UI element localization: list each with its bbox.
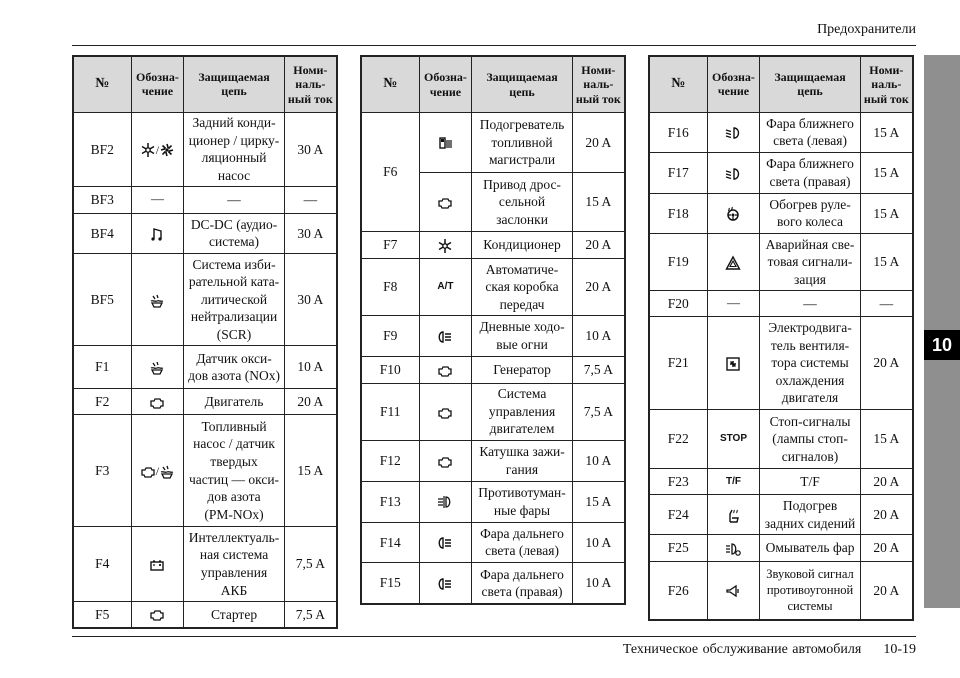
fuse-rating: 15 A [572, 172, 625, 231]
table-row [73, 213, 337, 254]
table-row [361, 383, 625, 440]
table-row [361, 357, 625, 384]
fuse-rating: — [284, 187, 337, 213]
table-row [649, 468, 913, 494]
fuse-circuit: Система управления двигателем [472, 383, 572, 440]
table-row [361, 316, 625, 357]
fuse-symbol-text: — [131, 187, 184, 213]
audio-icon [131, 213, 184, 254]
table-row [649, 316, 913, 409]
table-row [649, 561, 913, 620]
battery-icon [131, 526, 184, 601]
fuse-circuit: Автоматиче- ская коробка передач [472, 258, 572, 315]
column-header-symbol: Обозна- чение [419, 56, 472, 113]
fuse-circuit: Фара дальнего света (правая) [472, 563, 572, 604]
fuse-number: F7 [361, 232, 419, 259]
starter-icon [131, 602, 184, 628]
fuse-number: F8 [361, 258, 419, 315]
fuel-heater-icon [419, 113, 472, 172]
fuse-circuit: Катушка зажи- гания [472, 440, 572, 481]
fuse-circuit: Интеллектуаль- ная система управления АКБ [184, 526, 284, 601]
fuse-rating: 15 A [860, 112, 913, 152]
fuse-rating: 10 A [572, 522, 625, 563]
table-row [361, 440, 625, 481]
fuse-rating: 15 A [860, 193, 913, 233]
fuse-circuit: Подогреватель топливной магистрали [472, 113, 572, 172]
table-row [361, 522, 625, 563]
fuse-circuit: Фара дальнего света (левая) [472, 522, 572, 563]
high-beam-icon [419, 522, 472, 563]
fuse-rating: 30 A [284, 112, 337, 186]
fuse-number: F24 [649, 494, 707, 534]
fog-light-icon [419, 481, 472, 522]
table-row [361, 258, 625, 315]
fuse-circuit: Двигатель [184, 388, 284, 414]
fuse-symbol-text: A/T [419, 258, 472, 315]
fuse-circuit: — [760, 290, 860, 316]
table-row [73, 187, 337, 213]
table-row [73, 526, 337, 601]
fuse-rating: 10 A [572, 563, 625, 604]
high-beam-icon [419, 563, 472, 604]
fuse-circuit: Задний конди- ционер / цирку- ляционный насос [184, 112, 284, 186]
table-row [73, 346, 337, 389]
fuse-rating: 20 A [284, 388, 337, 414]
column-header-number: № [73, 56, 131, 112]
hazard-icon [707, 234, 760, 291]
fuse-number: F6 [361, 113, 419, 232]
fuse-number: F2 [73, 388, 131, 414]
fuse-rating: 30 A [284, 213, 337, 254]
column-header-circuit: Защищаемая цепь [760, 56, 860, 112]
table-row [649, 234, 913, 291]
fuse-rating: — [860, 290, 913, 316]
fuse-number: F3 [73, 415, 131, 527]
table-row [361, 232, 625, 259]
fuse-number: F20 [649, 290, 707, 316]
throttle-icon [419, 172, 472, 231]
fuse-number: F5 [73, 602, 131, 628]
footer-section-title: Техническое обслуживание автомобиля [622, 642, 862, 657]
page-footer [623, 642, 916, 658]
fuse-circuit: Генератор [472, 357, 572, 384]
fuse-circuit: Противотуман- ные фары [472, 481, 572, 522]
fuse-number: F12 [361, 440, 419, 481]
table-row [73, 112, 337, 186]
steering-heater-icon [707, 193, 760, 233]
low-beam-icon [707, 112, 760, 152]
fuse-number: F16 [649, 112, 707, 152]
column-header-circuit: Защищаемая цепь [184, 56, 284, 112]
fuse-number: F14 [361, 522, 419, 563]
engine-icon [131, 388, 184, 414]
footer-rule [72, 636, 916, 637]
fuse-rating: 15 A [860, 234, 913, 291]
column-header-rating: Номи- наль- ный ток [284, 56, 337, 112]
radiator-fan-icon [707, 316, 760, 409]
fuse-number: F25 [649, 535, 707, 561]
fuse-symbol-text: — [707, 290, 760, 316]
fuse-circuit: Датчик окси- дов азота (NOx) [184, 346, 284, 389]
fuse-rating: 7,5 A [572, 383, 625, 440]
fuse-number: F15 [361, 563, 419, 604]
column-header-number: № [361, 56, 419, 113]
table-row [73, 602, 337, 628]
nox-sensor-icon [131, 346, 184, 389]
fuse-rating: 10 A [284, 346, 337, 389]
column-header-circuit: Защищаемая цепь [472, 56, 572, 113]
fuse-number: F10 [361, 357, 419, 384]
seat-heater-icon [707, 494, 760, 534]
fuse-rating: 20 A [860, 561, 913, 620]
fuse-number: F18 [649, 193, 707, 233]
table-row [649, 535, 913, 561]
fuse-number: F17 [649, 153, 707, 193]
fuel-pump-sensor-icon: / [131, 415, 184, 527]
fuse-rating: 15 A [284, 415, 337, 527]
fuse-rating: 20 A [860, 535, 913, 561]
table-row [649, 193, 913, 233]
header-rule [72, 45, 916, 46]
fuse-rating: 20 A [860, 316, 913, 409]
table-header-row [361, 56, 625, 113]
fuse-rating: 10 A [572, 440, 625, 481]
fuse-circuit: Аварийная све- товая сигнали- зация [760, 234, 860, 291]
fuse-circuit: — [184, 187, 284, 213]
page-header-title: Предохранители [817, 22, 916, 37]
table-row [649, 153, 913, 193]
fuse-circuit: Система изби- рательной ката- литической нейтрализации (SCR) [184, 254, 284, 346]
fuse-number: F1 [73, 346, 131, 389]
fuse-rating: 20 A [860, 494, 913, 534]
fuse-number: F9 [361, 316, 419, 357]
fuse-circuit: T/F [760, 468, 860, 494]
fuse-rating: 20 A [572, 258, 625, 315]
fuse-circuit: Привод дрос- сельной заслонки [472, 172, 572, 231]
fuse-number: F13 [361, 481, 419, 522]
fuse-rating: 20 A [860, 468, 913, 494]
chapter-number: 10 [924, 330, 960, 360]
drl-icon [419, 316, 472, 357]
fuse-table-3 [648, 55, 914, 621]
ac-fan-icon: / [131, 112, 184, 186]
fuse-rating: 7,5 A [284, 602, 337, 628]
table-row [361, 113, 625, 172]
fuse-circuit: Стартер [184, 602, 284, 628]
fuse-rating: 30 A [284, 254, 337, 346]
fuse-table-1 [72, 55, 338, 629]
fuse-circuit: Кондиционер [472, 232, 572, 259]
fuse-circuit: Омыватель фар [760, 535, 860, 561]
low-beam-icon [707, 153, 760, 193]
fuse-circuit: DC-DC (аудио- система) [184, 213, 284, 254]
engine-control-icon [419, 383, 472, 440]
scr-icon [131, 254, 184, 346]
fuse-symbol-text: STOP [707, 410, 760, 469]
fuse-circuit: Фара ближнего света (правая) [760, 153, 860, 193]
fuse-rating: 20 A [572, 232, 625, 259]
column-header-symbol: Обозна- чение [131, 56, 184, 112]
fuse-number: BF3 [73, 187, 131, 213]
generator-icon [419, 357, 472, 384]
table-row [649, 112, 913, 152]
fuse-table-2 [360, 55, 626, 605]
ac-icon [419, 232, 472, 259]
ignition-coil-icon [419, 440, 472, 481]
fuse-number: F22 [649, 410, 707, 469]
fuse-number: F11 [361, 383, 419, 440]
page-number: 10-19 [883, 642, 916, 657]
table-header-row [649, 56, 913, 112]
column-header-symbol: Обозна- чение [707, 56, 760, 112]
fuse-circuit: Электродвига- тель вентиля- тора системы охлаждения двигателя [760, 316, 860, 409]
fuse-number: BF5 [73, 254, 131, 346]
fuse-rating: 7,5 A [572, 357, 625, 384]
fuse-rating: 20 A [572, 113, 625, 172]
column-header-rating: Номи- наль- ный ток [572, 56, 625, 113]
fuse-number: F4 [73, 526, 131, 601]
fuse-circuit: Дневные ходо- вые огни [472, 316, 572, 357]
horn-icon [707, 561, 760, 620]
fuse-circuit: Стоп-сигналы (лампы стоп- сигналов) [760, 410, 860, 469]
table-header-row [73, 56, 337, 112]
table-row [361, 563, 625, 604]
fuse-circuit: Топливный насос / датчик твердых частиц — окси- дов азота (PM-NOx) [184, 415, 284, 527]
table-row [361, 481, 625, 522]
fuse-circuit: Подогрев задних сидений [760, 494, 860, 534]
table-row [73, 388, 337, 414]
column-header-rating: Номи- наль- ный ток [860, 56, 913, 112]
fuse-number: F26 [649, 561, 707, 620]
fuse-rating: 15 A [860, 410, 913, 469]
table-row [649, 410, 913, 469]
fuse-rating: 15 A [860, 153, 913, 193]
fuse-rating: 10 A [572, 316, 625, 357]
fuse-number: F23 [649, 468, 707, 494]
fuse-number: F19 [649, 234, 707, 291]
table-row [649, 494, 913, 534]
fuse-symbol-text: T/F [707, 468, 760, 494]
table-row [73, 415, 337, 527]
fuse-circuit: Звуковой сигнал противоугонной системы [760, 561, 860, 620]
fuse-rating: 15 A [572, 481, 625, 522]
fuse-circuit: Обогрев руле- вого колеса [760, 193, 860, 233]
fuse-circuit: Фара ближнего света (левая) [760, 112, 860, 152]
fuse-rating: 7,5 A [284, 526, 337, 601]
column-header-number: № [649, 56, 707, 112]
table-row [649, 290, 913, 316]
table-row [73, 254, 337, 346]
fuse-number: F21 [649, 316, 707, 409]
fuse-number: BF2 [73, 112, 131, 186]
fuse-number: BF4 [73, 213, 131, 254]
headlamp-washer-icon [707, 535, 760, 561]
